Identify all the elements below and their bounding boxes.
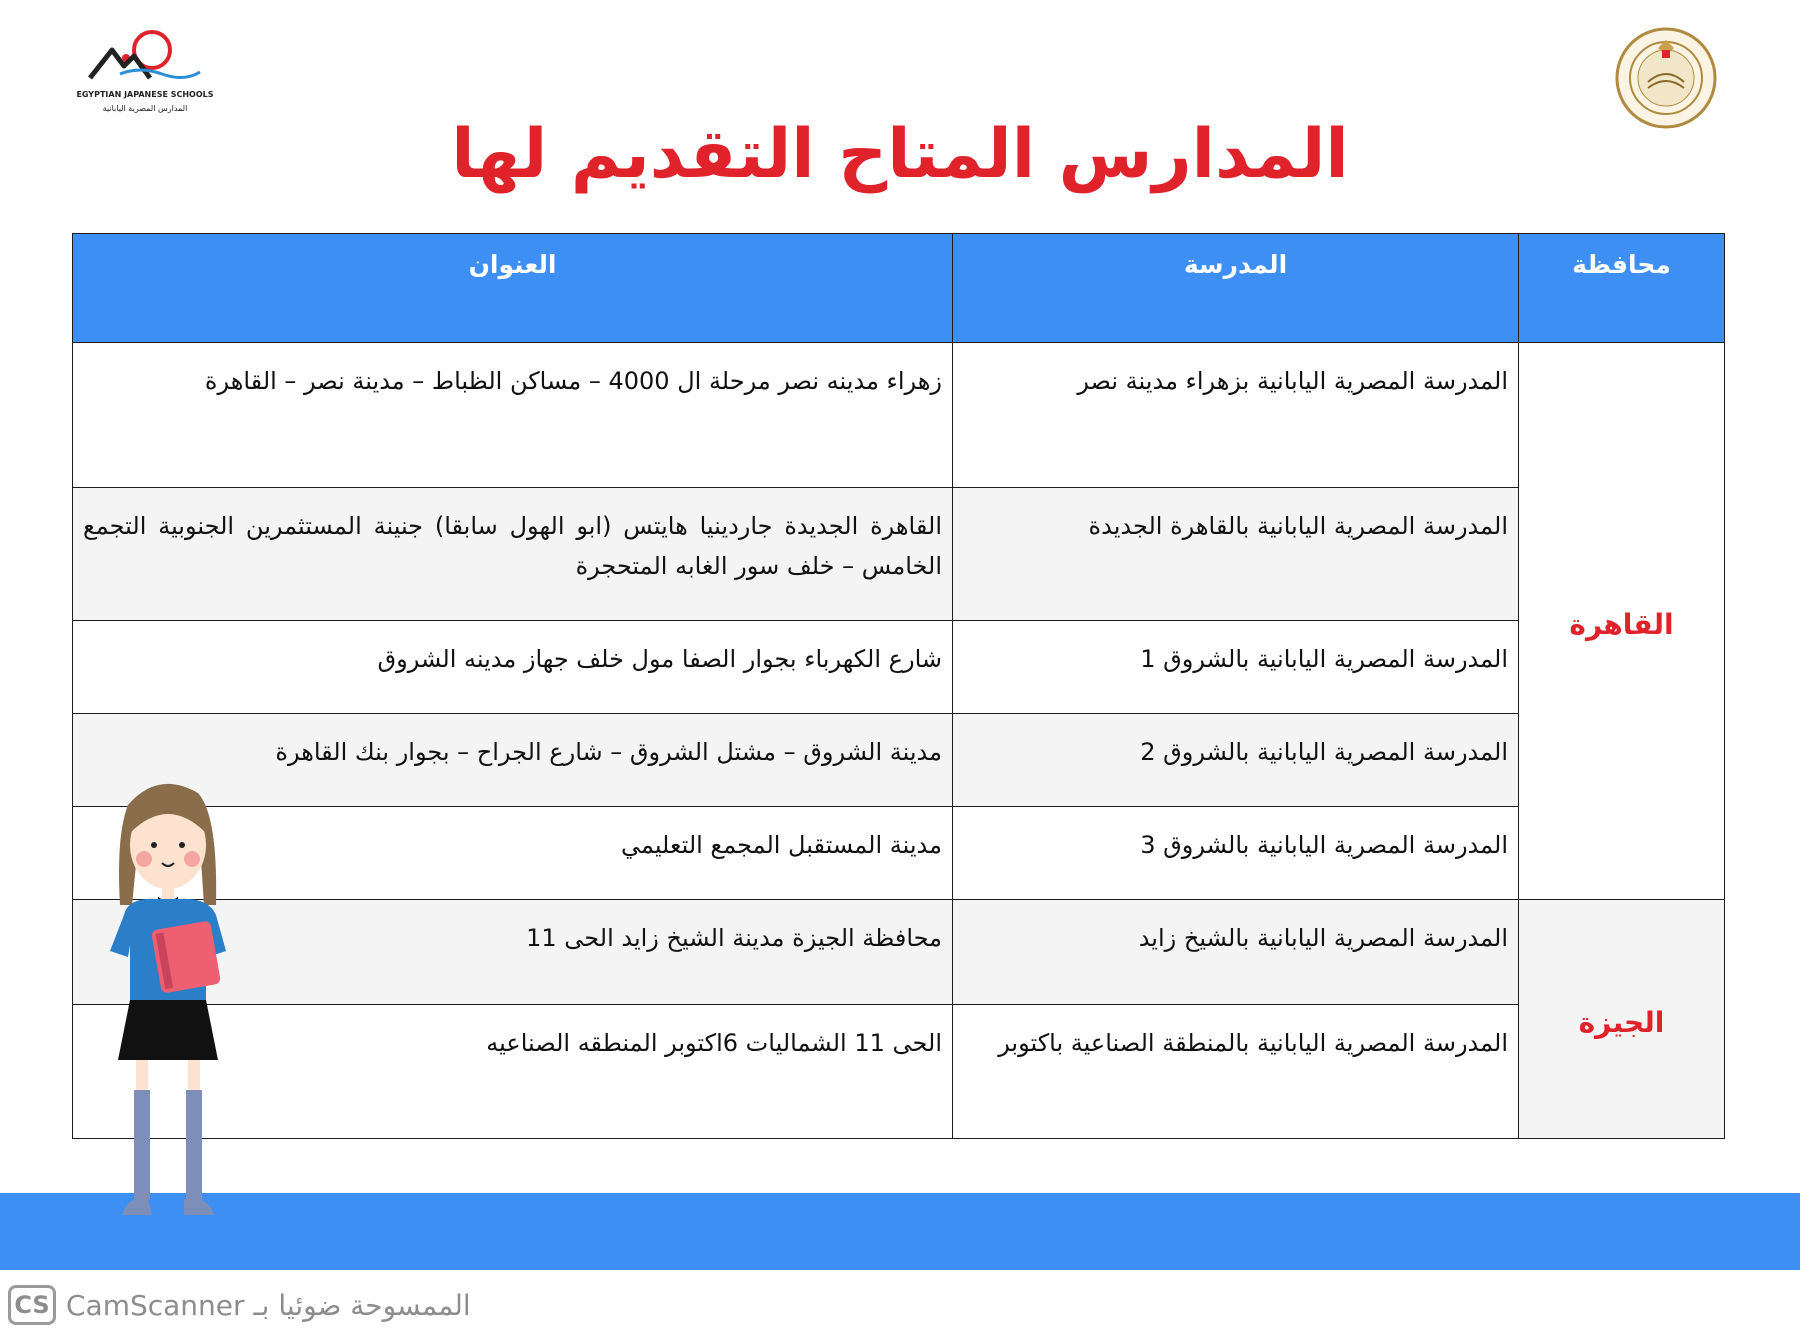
table-row <box>73 1005 1725 1139</box>
school-cell: المدرسة المصرية اليابانية بالقاهرة الجديدة <box>953 488 1519 621</box>
governorate-giza: الجيزة <box>1519 900 1725 1139</box>
table-row <box>73 621 1725 714</box>
address-cell: محافظة الجيزة مدينة الشيخ زايد الحى 11 <box>73 900 953 1005</box>
address-cell: مدينة الشروق – مشتل الشروق – شارع الجراح – بجوار بنك القاهرة <box>73 714 953 807</box>
schoolgirl-icon <box>108 775 268 1245</box>
header-address: العنوان <box>73 234 953 343</box>
school-cell: المدرسة المصرية اليابانية بزهراء مدينة نصر <box>953 343 1519 488</box>
header-governorate: محافظة <box>1519 234 1725 343</box>
school-cell: المدرسة المصرية اليابانية بالمنطقة الصناعية باكتوبر <box>953 1005 1519 1139</box>
address-cell: زهراء مدينه نصر مرحلة ال 4000 – مساكن الظباط – مدينة نصر – القاهرة <box>73 343 953 488</box>
school-cell: المدرسة المصرية اليابانية بالشروق 3 <box>953 807 1519 900</box>
table-row <box>73 714 1725 807</box>
logo-text-en: EGYPTIAN JAPANESE SCHOOLS <box>76 90 214 99</box>
table-row <box>73 807 1725 900</box>
address-cell: القاهرة الجديدة جاردينيا هايتس (ابو الهول سابقا) جنينة المستثمرين الجنوبية التجمع الخامس – خلف سور الغابه المتحجرة <box>73 488 953 621</box>
egyptian-japanese-schools-logo <box>70 28 220 118</box>
school-cell: المدرسة المصرية اليابانية بالشروق 2 <box>953 714 1519 807</box>
schools-table <box>72 233 1725 1139</box>
table-row <box>73 343 1725 488</box>
camscanner-watermark <box>8 1280 471 1330</box>
camscanner-text: الممسوحة ضوئيا بـ CamScanner <box>66 1288 471 1322</box>
table-row <box>73 488 1725 621</box>
table-row <box>73 900 1725 1005</box>
logo-text-ar: المدارس المصرية اليابانية <box>102 104 188 113</box>
footer-bar <box>0 1193 1800 1270</box>
schoolgirl-holding-book-illustration <box>108 775 268 1245</box>
camscanner-logo-icon: CS <box>8 1285 56 1325</box>
header-school: المدرسة <box>953 234 1519 343</box>
governorate-cairo: القاهرة <box>1519 343 1725 900</box>
table-header-row <box>73 234 1725 343</box>
mountain-sun-logo-icon <box>70 28 220 90</box>
address-cell: الحى 11 الشماليات 6اكتوبر المنطقه الصناعيه <box>73 1005 953 1139</box>
school-cell: المدرسة المصرية اليابانية بالشيخ زايد <box>953 900 1519 1005</box>
page-title: المدارس المتاح التقديم لها <box>451 115 1349 194</box>
address-cell: مدينة المستقبل المجمع التعليمي <box>73 807 953 900</box>
school-cell: المدرسة المصرية اليابانية بالشروق 1 <box>953 621 1519 714</box>
address-cell: شارع الكهرباء بجوار الصفا مول خلف جهاز مدينه الشروق <box>73 621 953 714</box>
